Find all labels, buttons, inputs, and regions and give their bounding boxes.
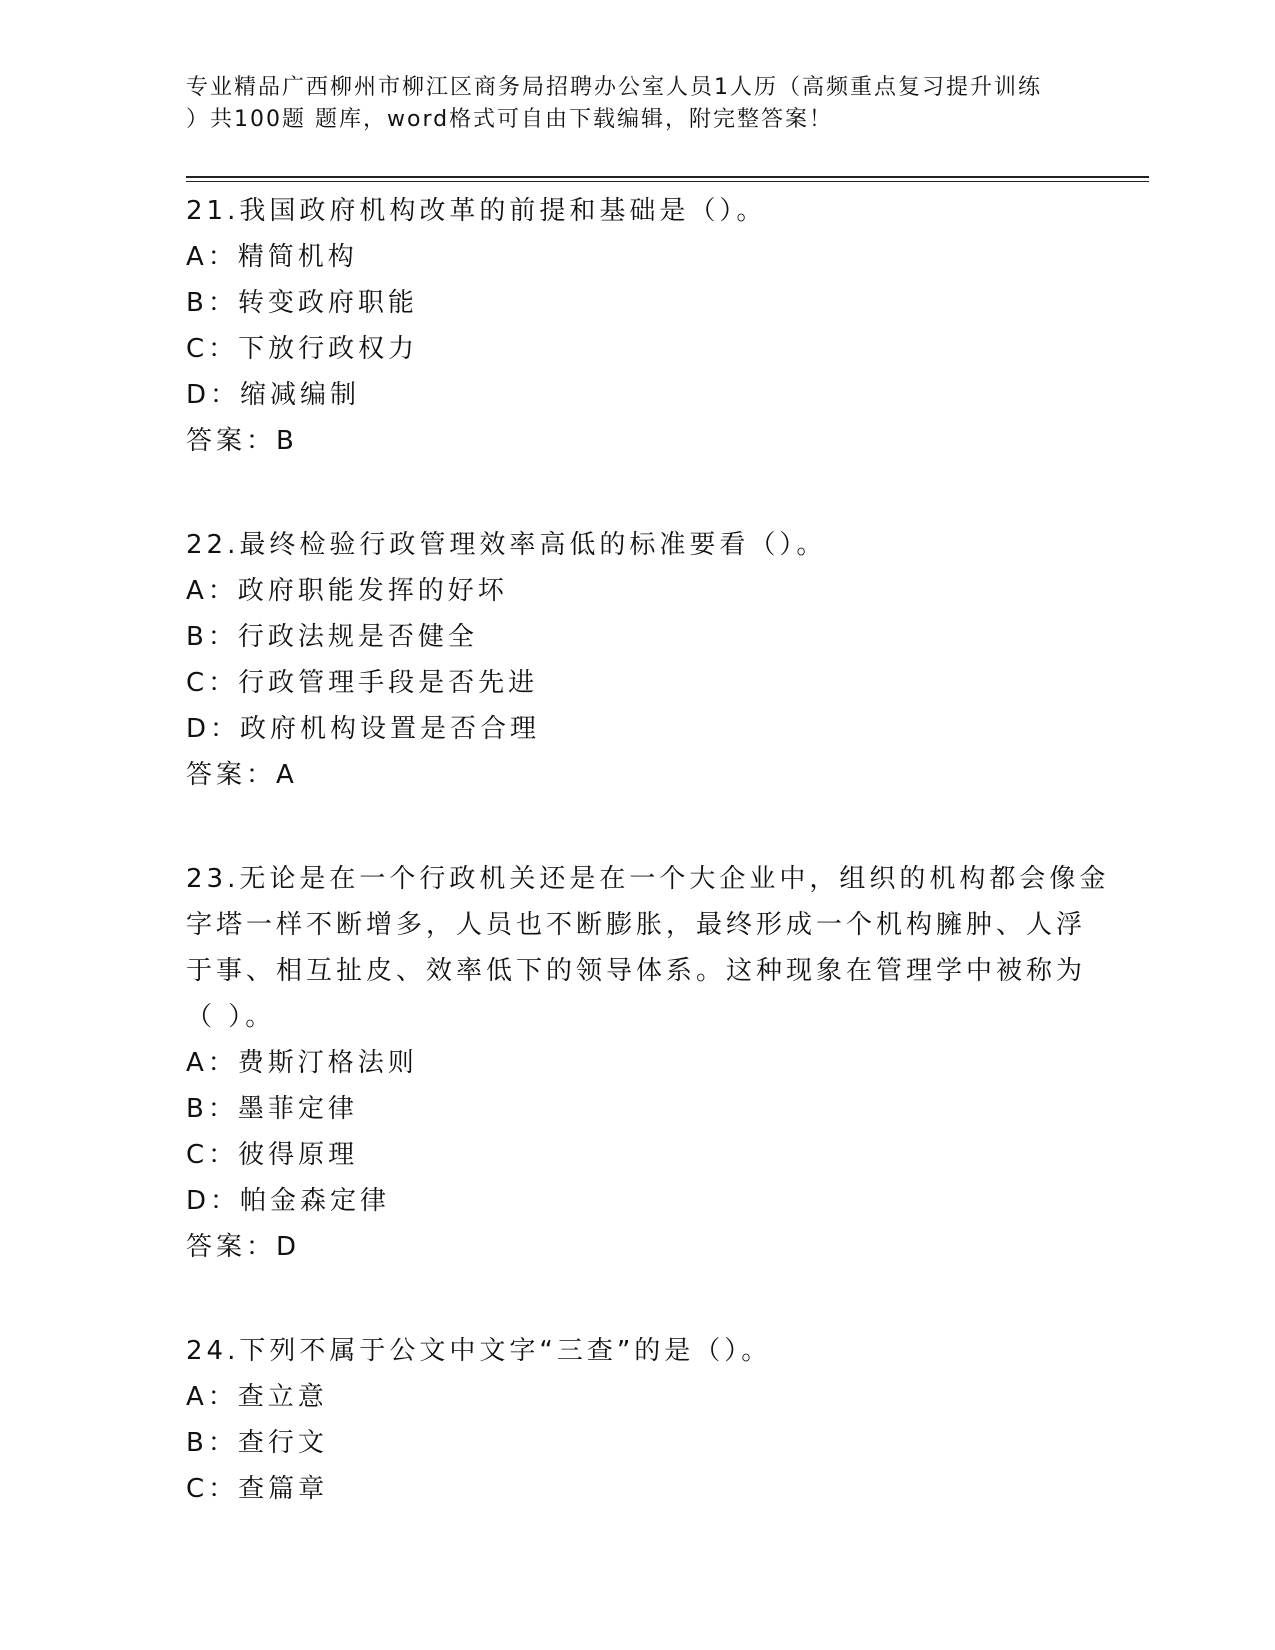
option-b: B：转变政府职能	[186, 288, 418, 318]
answer: 答案：D	[186, 1232, 301, 1262]
option-a: A：政府职能发挥的好坏	[186, 576, 508, 606]
header-rule-thin	[186, 181, 1149, 182]
header-rule-thick	[186, 176, 1149, 178]
option-d: D：帕金森定律	[186, 1186, 391, 1216]
header-line-1: 专业精品广西柳州市柳江区商务局招聘办公室人员1人历（高频重点复习提升训练	[186, 75, 1042, 100]
question-stem-line-3: 于事、相互扯皮、效率低下的领导体系。这种现象在管理学中被称为	[186, 956, 1087, 986]
question-stem-line-1: 23.无论是在一个行政机关还是在一个大企业中，组织的机构都会像金	[186, 864, 1110, 894]
question-stem-line-2: 字塔一样不断增多，人员也不断膨胀，最终形成一个机构臃肿、人浮	[186, 910, 1087, 940]
option-b: B：墨菲定律	[186, 1094, 358, 1124]
header-line-2: ）共100题 题库，word格式可自由下载编辑，附完整答案！	[186, 107, 834, 132]
option-d: D：政府机构设置是否合理	[186, 714, 541, 744]
document-header	[186, 72, 1086, 136]
question-list	[186, 188, 1110, 1512]
question-22	[186, 522, 1106, 798]
option-c: C：彼得原理	[186, 1140, 359, 1170]
question-23	[186, 856, 1110, 1270]
option-c: C：查篇章	[186, 1474, 329, 1504]
option-b: B：行政法规是否健全	[186, 622, 478, 652]
option-a: A：精简机构	[186, 242, 358, 272]
option-d: D：缩减编制	[186, 380, 361, 410]
question-stem-line-4: （ ）。	[186, 1002, 276, 1032]
question-stem: 21.我国政府机构改革的前提和基础是（）。	[186, 196, 767, 226]
question-stem: 22.最终检验行政管理效率高低的标准要看（）。	[186, 530, 827, 560]
answer: 答案：B	[186, 426, 298, 456]
question-24	[186, 1328, 1106, 1512]
option-c: C：行政管理手段是否先进	[186, 668, 539, 698]
option-a: A：费斯汀格法则	[186, 1048, 418, 1078]
option-a: A：查立意	[186, 1382, 328, 1412]
option-b: B：查行文	[186, 1428, 328, 1458]
question-21	[186, 188, 1106, 464]
answer: 答案：A	[186, 760, 298, 790]
option-c: C：下放行政权力	[186, 334, 419, 364]
question-stem: 24.下列不属于公文中文字“三查”的是（）。	[186, 1336, 772, 1366]
